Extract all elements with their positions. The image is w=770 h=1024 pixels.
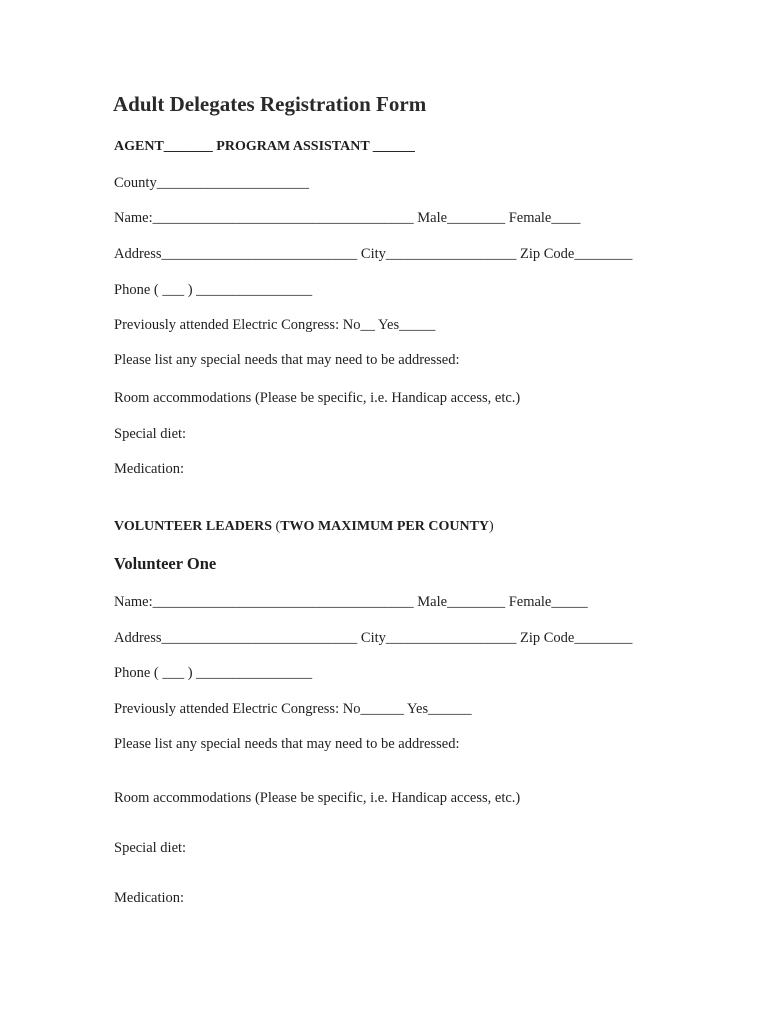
name-gender-line: Name:____________________________________ Male________ Female____ [114,210,581,226]
volunteer-name-gender-line: Name:____________________________________ Male________ Female_____ [114,594,588,610]
previously-attended-line: Previously attended Electric Congress: No__ Yes_____ [114,317,436,333]
form-title: Adult Delegates Registration Form [113,92,427,116]
volunteer-one-heading: Volunteer One [114,554,217,573]
agent-program-assistant-line: AGENT_______ PROGRAM ASSISTANT ______ [114,139,415,154]
volunteer-leaders-heading [114,518,494,536]
address-line: Address___________________________ City__________________ Zip Code________ [114,246,633,262]
volunteer-previously-attended-line: Previously attended Electric Congress: No______ Yes______ [114,701,472,717]
volunteer-leaders-paren-open: ( [272,519,281,534]
volunteer-address-line: Address___________________________ City__________________ Zip Code________ [114,630,633,646]
volunteer-leaders-paren-close: ) [489,519,494,534]
medication-label: Medication: [114,461,185,477]
volunteer-room-accommodations-label: Room accommodations (Please be specific, i.e. Handicap access, etc.) [114,790,521,806]
volunteer-special-needs-prompt: Please list any special needs that may need to be addressed: [114,736,460,752]
volunteer-phone-line: Phone ( ___ ) ________________ [114,665,313,681]
phone-line: Phone ( ___ ) ________________ [114,282,313,298]
volunteer-leaders-title: VOLUNTEER LEADERS [114,519,273,534]
special-needs-prompt: Please list any special needs that may need to be addressed: [114,352,460,368]
volunteer-leaders-limit: TWO MAXIMUM PER COUNTY [280,519,490,534]
county-field: County_____________________ [114,175,309,191]
volunteer-special-diet-label: Special diet: [114,840,187,856]
special-diet-label: Special diet: [114,426,187,442]
volunteer-medication-label: Medication: [114,890,185,906]
room-accommodations-label: Room accommodations (Please be specific, i.e. Handicap access, etc.) [114,390,521,406]
